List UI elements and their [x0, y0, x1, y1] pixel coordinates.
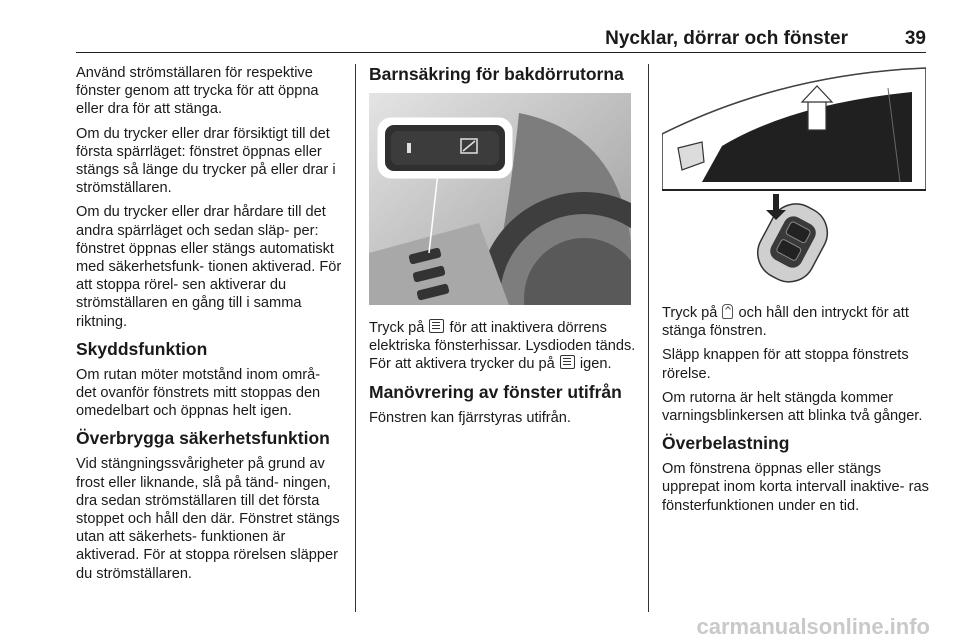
paragraph: Om rutorna är helt stängda kommer varningsblinkersen att blinka två gånger.	[662, 389, 923, 425]
section-heading: Manövrering av fönster utifrån	[369, 381, 622, 402]
door-panel-image	[369, 93, 631, 305]
paragraph: Tryck på för att inaktivera dörrens elektriska fönsterhissar. Lysdioden tänds. För att aktivera trycker du på igen.	[369, 320, 636, 373]
lock-button-icon	[722, 304, 733, 319]
paragraph: Tryck på och håll den intryckt för att stänga fönstren.	[662, 305, 909, 340]
remote-window-illustration	[662, 64, 926, 288]
section-heading: Barnsäkring för bakdörrutorna	[369, 64, 624, 84]
child-lock-illustration	[369, 93, 631, 305]
column-divider	[355, 64, 356, 612]
paragraph: Släpp knappen för att stoppa fönstrets rörelse.	[662, 347, 909, 382]
column-divider	[648, 64, 649, 612]
column-2	[369, 64, 637, 433]
column-3	[662, 64, 930, 521]
section-heading: Överbelastning	[662, 433, 790, 454]
section-heading: Överbrygga säkerhetsfunktion	[76, 428, 330, 449]
paragraph: Om du trycker eller drar försiktigt till det första spärrläget: fönstret öppnas eller stängs så länge du trycker på eller drar i strömställaren.	[76, 125, 336, 197]
paragraph: Om fönstrena öppnas eller stängs upprepat inom korta intervall inaktive‐ ras fönsterfunktionen under en tid.	[662, 461, 929, 514]
column-1	[76, 64, 344, 589]
car-window-key-image	[662, 64, 926, 288]
page-title: Nycklar, dörrar och fönster	[605, 28, 848, 49]
page-header	[76, 26, 926, 53]
paragraph: Fönstren kan fjärrstyras utifrån.	[369, 409, 571, 426]
watermark: carmanualsonline.info	[696, 614, 930, 639]
child-lock-icon	[429, 319, 444, 333]
child-lock-icon	[560, 355, 575, 369]
section-heading: Skyddsfunktion	[76, 338, 208, 359]
paragraph: Om rutan möter motstånd inom områ‐ det ovanför fönstrets mitt stoppas den omedelbart och öppnas helt igen.	[76, 366, 321, 420]
paragraph: Om du trycker eller drar hårdare till det andra spärrläget och sedan släp‐ per: fönstret öppnas eller stängs automatiskt med säkerhetsfunk‐ tionen aktiverad. För att stoppa rörel‐ sen aktiverar du strömställaren en gång till i samma riktning.	[76, 204, 342, 330]
paragraph: Vid stängningssvårigheter på grund av frost eller liknande, slå på tänd‐ ningen, dra sedan strömställaren till det första stoppet och håll den där. Fönstret stängs utan att säkerhets‐ funktionen är aktiverad. För at stoppa rörelsen släpper du strömställaren.	[76, 456, 340, 582]
page-number: 39	[904, 28, 926, 49]
paragraph: Använd strömställaren för respektive fönster genom att trycka för att öppna eller dra för att stänga.	[76, 65, 319, 118]
